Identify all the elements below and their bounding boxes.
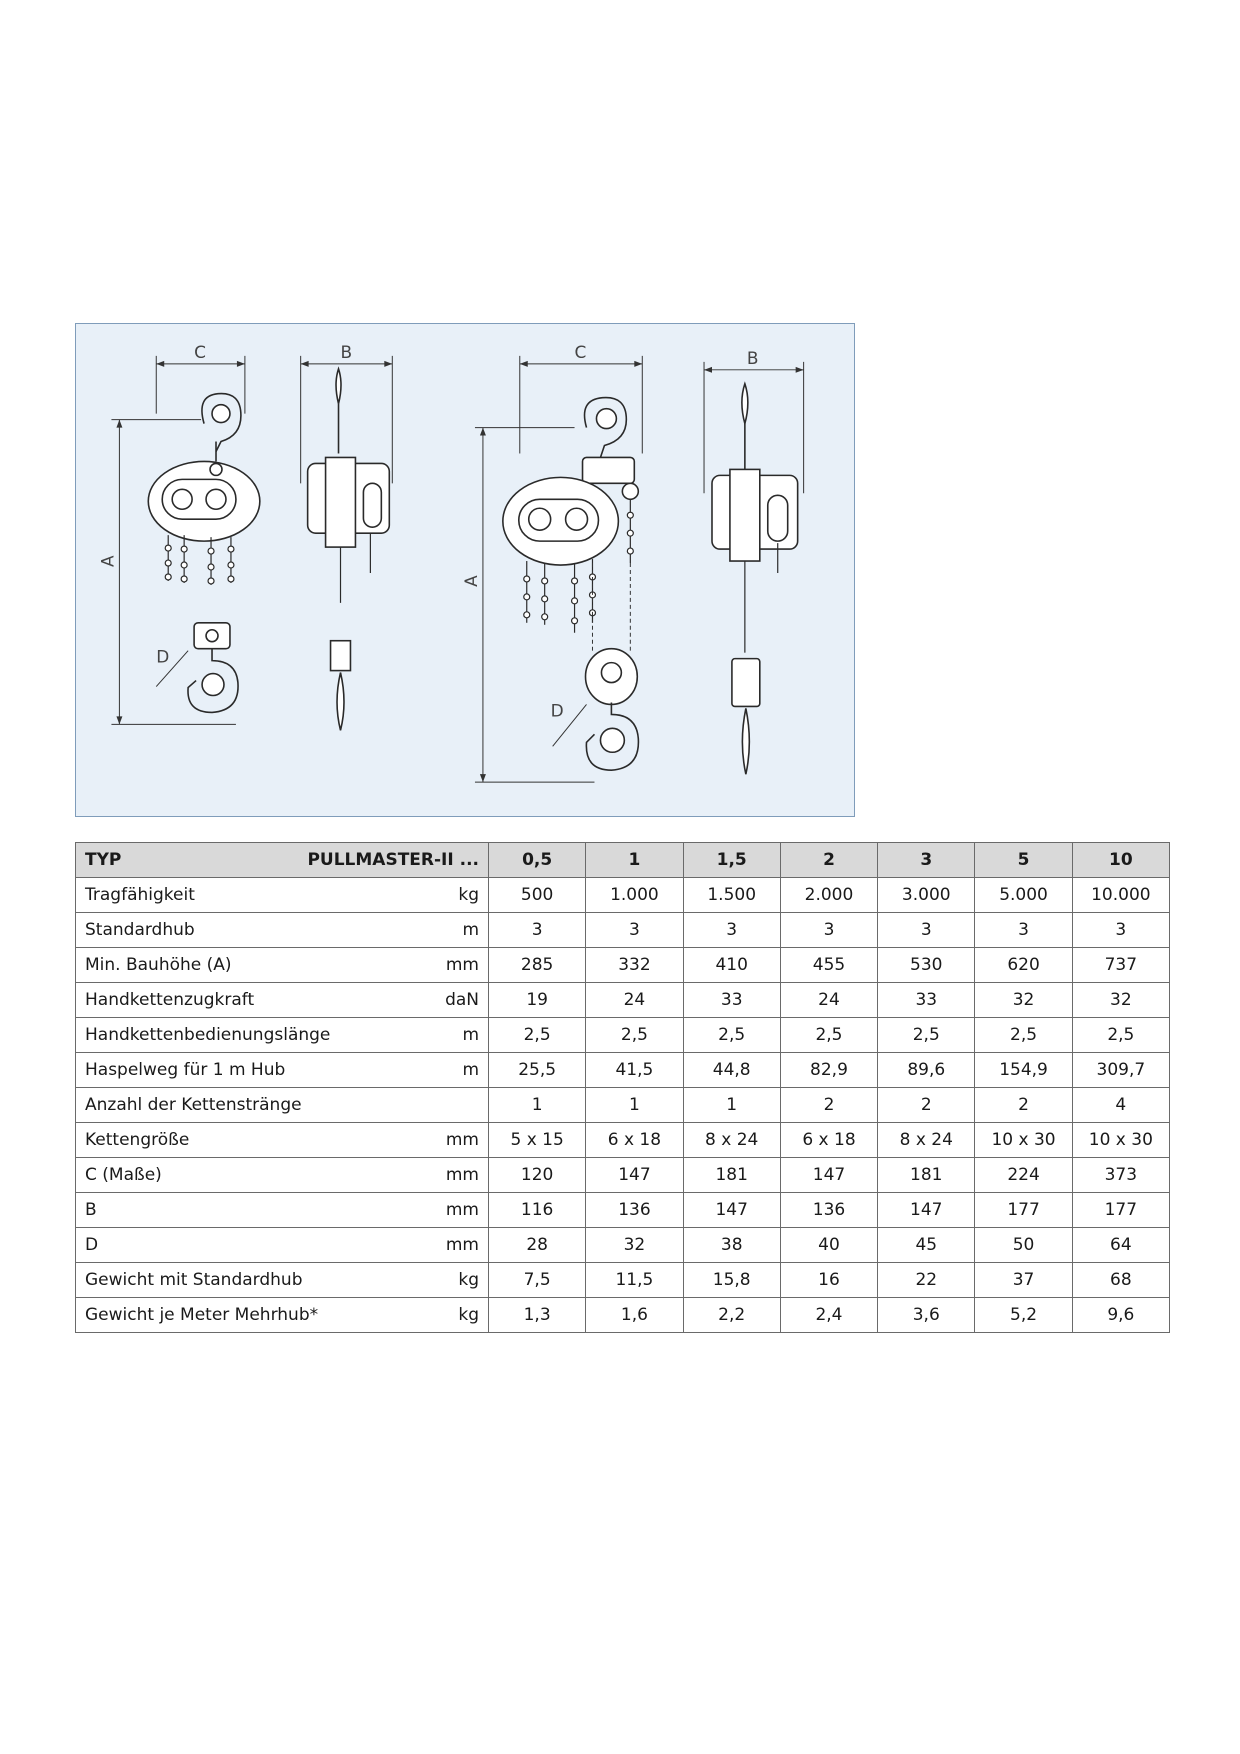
property-unit: mm	[445, 1235, 479, 1255]
value-cell: 136	[586, 1193, 683, 1228]
value-cell: 32	[1072, 983, 1169, 1018]
property-label: Haspelweg für 1 m Hub	[85, 1060, 286, 1080]
value-cell: 10.000	[1072, 878, 1169, 913]
value-cell: 224	[975, 1158, 1072, 1193]
value-cell: 5 x 15	[489, 1123, 586, 1158]
value-cell: 285	[489, 948, 586, 983]
property-label: Handkettenbedienungslänge	[85, 1025, 331, 1045]
value-cell: 40	[780, 1228, 877, 1263]
column-header-6: 10	[1072, 843, 1169, 878]
value-cell: 2,2	[683, 1298, 780, 1333]
value-cell: 3	[1072, 913, 1169, 948]
property-unit: mm	[445, 1165, 479, 1185]
value-cell: 3	[878, 913, 975, 948]
value-cell: 1	[586, 1088, 683, 1123]
value-cell: 2.000	[780, 878, 877, 913]
value-cell: 3	[975, 913, 1072, 948]
hoist-1-side-view	[301, 342, 393, 730]
value-cell: 2,5	[975, 1018, 1072, 1053]
value-cell: 9,6	[1072, 1298, 1169, 1333]
value-cell: 3	[683, 913, 780, 948]
table-row	[76, 1228, 1170, 1263]
value-cell: 309,7	[1072, 1053, 1169, 1088]
table-row	[76, 983, 1170, 1018]
dim-c-label-2: C	[574, 341, 587, 362]
table-row	[76, 1053, 1170, 1088]
spec-table	[75, 842, 1170, 1333]
value-cell: 6 x 18	[586, 1123, 683, 1158]
value-cell: 82,9	[780, 1053, 877, 1088]
value-cell: 25,5	[489, 1053, 586, 1088]
value-cell: 2,4	[780, 1298, 877, 1333]
property-cell	[76, 878, 489, 913]
table-header-row	[76, 843, 1170, 878]
value-cell: 5,2	[975, 1298, 1072, 1333]
spec-table-body	[76, 878, 1170, 1333]
value-cell: 33	[683, 983, 780, 1018]
value-cell: 33	[878, 983, 975, 1018]
value-cell: 89,6	[878, 1053, 975, 1088]
value-cell: 24	[586, 983, 683, 1018]
property-label: Kettengröße	[85, 1130, 190, 1150]
value-cell: 6 x 18	[780, 1123, 877, 1158]
hoist-drawing-svg	[76, 324, 854, 816]
model-label: PULLMASTER-II ...	[307, 850, 479, 870]
value-cell: 45	[878, 1228, 975, 1263]
property-cell	[76, 1053, 489, 1088]
value-cell: 2,5	[878, 1018, 975, 1053]
value-cell: 177	[1072, 1193, 1169, 1228]
value-cell: 3	[586, 913, 683, 948]
property-cell	[76, 1123, 489, 1158]
value-cell: 177	[975, 1193, 1072, 1228]
property-unit: daN	[445, 990, 479, 1010]
table-row	[76, 878, 1170, 913]
value-cell: 10 x 30	[1072, 1123, 1169, 1158]
property-unit: mm	[445, 1130, 479, 1150]
value-cell: 2,5	[780, 1018, 877, 1053]
property-label: Anzahl der Kettenstränge	[85, 1095, 302, 1115]
value-cell: 181	[683, 1158, 780, 1193]
property-cell	[76, 1193, 489, 1228]
dim-c-label-1: C	[194, 341, 206, 362]
property-label: Handkettenzugkraft	[85, 990, 255, 1010]
value-cell: 530	[878, 948, 975, 983]
value-cell: 1	[683, 1088, 780, 1123]
property-label: Tragfähigkeit	[85, 885, 195, 905]
property-unit: kg	[458, 885, 479, 905]
value-cell: 50	[975, 1228, 1072, 1263]
value-cell: 28	[489, 1228, 586, 1263]
table-row	[76, 1193, 1170, 1228]
hoist-2-side-view	[704, 348, 804, 774]
property-cell	[76, 983, 489, 1018]
hoist-1-chains	[165, 535, 234, 585]
value-cell: 44,8	[683, 1053, 780, 1088]
column-header-3: 2	[780, 843, 877, 878]
column-header-2: 1,5	[683, 843, 780, 878]
column-header-0: 0,5	[489, 843, 586, 878]
value-cell: 22	[878, 1263, 975, 1298]
value-cell: 3	[489, 913, 586, 948]
value-cell: 37	[975, 1263, 1072, 1298]
value-cell: 737	[1072, 948, 1169, 983]
property-label: Gewicht je Meter Mehrhub*	[85, 1305, 319, 1325]
value-cell: 32	[975, 983, 1072, 1018]
value-cell: 181	[878, 1158, 975, 1193]
value-cell: 154,9	[975, 1053, 1072, 1088]
value-cell: 8 x 24	[683, 1123, 780, 1158]
property-cell	[76, 913, 489, 948]
value-cell: 136	[780, 1193, 877, 1228]
property-unit: kg	[458, 1305, 479, 1325]
value-cell: 1	[489, 1088, 586, 1123]
property-label: D	[85, 1235, 99, 1255]
table-row	[76, 913, 1170, 948]
table-row	[76, 1088, 1170, 1123]
type-label: TYP	[85, 850, 122, 870]
value-cell: 3	[780, 913, 877, 948]
column-header-4: 3	[878, 843, 975, 878]
value-cell: 147	[780, 1158, 877, 1193]
value-cell: 32	[586, 1228, 683, 1263]
value-cell: 2,5	[489, 1018, 586, 1053]
value-cell: 120	[489, 1158, 586, 1193]
property-cell	[76, 1228, 489, 1263]
value-cell: 16	[780, 1263, 877, 1298]
dim-b-label-1: B	[340, 341, 353, 362]
value-cell: 620	[975, 948, 1072, 983]
table-row	[76, 1123, 1170, 1158]
hoist-2-front-view	[461, 342, 642, 782]
property-cell	[76, 1263, 489, 1298]
property-label: Gewicht mit Standardhub	[85, 1270, 303, 1290]
property-unit: mm	[445, 1200, 479, 1220]
value-cell: 19	[489, 983, 586, 1018]
value-cell: 2	[780, 1088, 877, 1123]
value-cell: 7,5	[489, 1263, 586, 1298]
table-row	[76, 1018, 1170, 1053]
property-cell	[76, 1158, 489, 1193]
table-row	[76, 1158, 1170, 1193]
hoist-dimension-drawing	[75, 323, 855, 817]
property-unit: m	[462, 1060, 479, 1080]
value-cell: 3.000	[878, 878, 975, 913]
hoist-1-front-view	[97, 342, 259, 725]
property-label: Standardhub	[85, 920, 195, 940]
table-row	[76, 1298, 1170, 1333]
column-header-1: 1	[586, 843, 683, 878]
property-label: C (Maße)	[85, 1165, 162, 1185]
value-cell: 68	[1072, 1263, 1169, 1298]
value-cell: 1.500	[683, 878, 780, 913]
table-row	[76, 1263, 1170, 1298]
value-cell: 1,6	[586, 1298, 683, 1333]
value-cell: 2	[878, 1088, 975, 1123]
property-unit: kg	[458, 1270, 479, 1290]
dim-d-label-2: D	[550, 700, 564, 721]
table-row	[76, 948, 1170, 983]
property-label: B	[85, 1200, 97, 1220]
value-cell: 2	[975, 1088, 1072, 1123]
value-cell: 2,5	[586, 1018, 683, 1053]
value-cell: 64	[1072, 1228, 1169, 1263]
value-cell: 147	[586, 1158, 683, 1193]
value-cell: 147	[878, 1193, 975, 1228]
value-cell: 2,5	[683, 1018, 780, 1053]
header-type-cell	[76, 843, 489, 878]
dim-a-label-2: A	[460, 575, 481, 587]
value-cell: 4	[1072, 1088, 1169, 1123]
property-unit: m	[462, 920, 479, 940]
value-cell: 3,6	[878, 1298, 975, 1333]
dim-d-label-1: D	[156, 646, 170, 667]
property-label: Min. Bauhöhe (A)	[85, 955, 232, 975]
value-cell: 2,5	[1072, 1018, 1169, 1053]
value-cell: 5.000	[975, 878, 1072, 913]
property-cell	[76, 1018, 489, 1053]
value-cell: 1,3	[489, 1298, 586, 1333]
value-cell: 373	[1072, 1158, 1169, 1193]
property-unit: mm	[445, 955, 479, 975]
value-cell: 147	[683, 1193, 780, 1228]
value-cell: 332	[586, 948, 683, 983]
value-cell: 116	[489, 1193, 586, 1228]
property-cell	[76, 948, 489, 983]
value-cell: 38	[683, 1228, 780, 1263]
value-cell: 10 x 30	[975, 1123, 1072, 1158]
value-cell: 11,5	[586, 1263, 683, 1298]
value-cell: 8 x 24	[878, 1123, 975, 1158]
value-cell: 1.000	[586, 878, 683, 913]
value-cell: 410	[683, 948, 780, 983]
dim-b-label-2: B	[746, 347, 759, 368]
property-cell	[76, 1298, 489, 1333]
value-cell: 41,5	[586, 1053, 683, 1088]
value-cell: 15,8	[683, 1263, 780, 1298]
value-cell: 24	[780, 983, 877, 1018]
value-cell: 455	[780, 948, 877, 983]
property-unit: m	[462, 1025, 479, 1045]
property-cell	[76, 1088, 489, 1123]
column-header-5: 5	[975, 843, 1072, 878]
value-cell: 500	[489, 878, 586, 913]
dim-a-label-1: A	[97, 555, 118, 568]
